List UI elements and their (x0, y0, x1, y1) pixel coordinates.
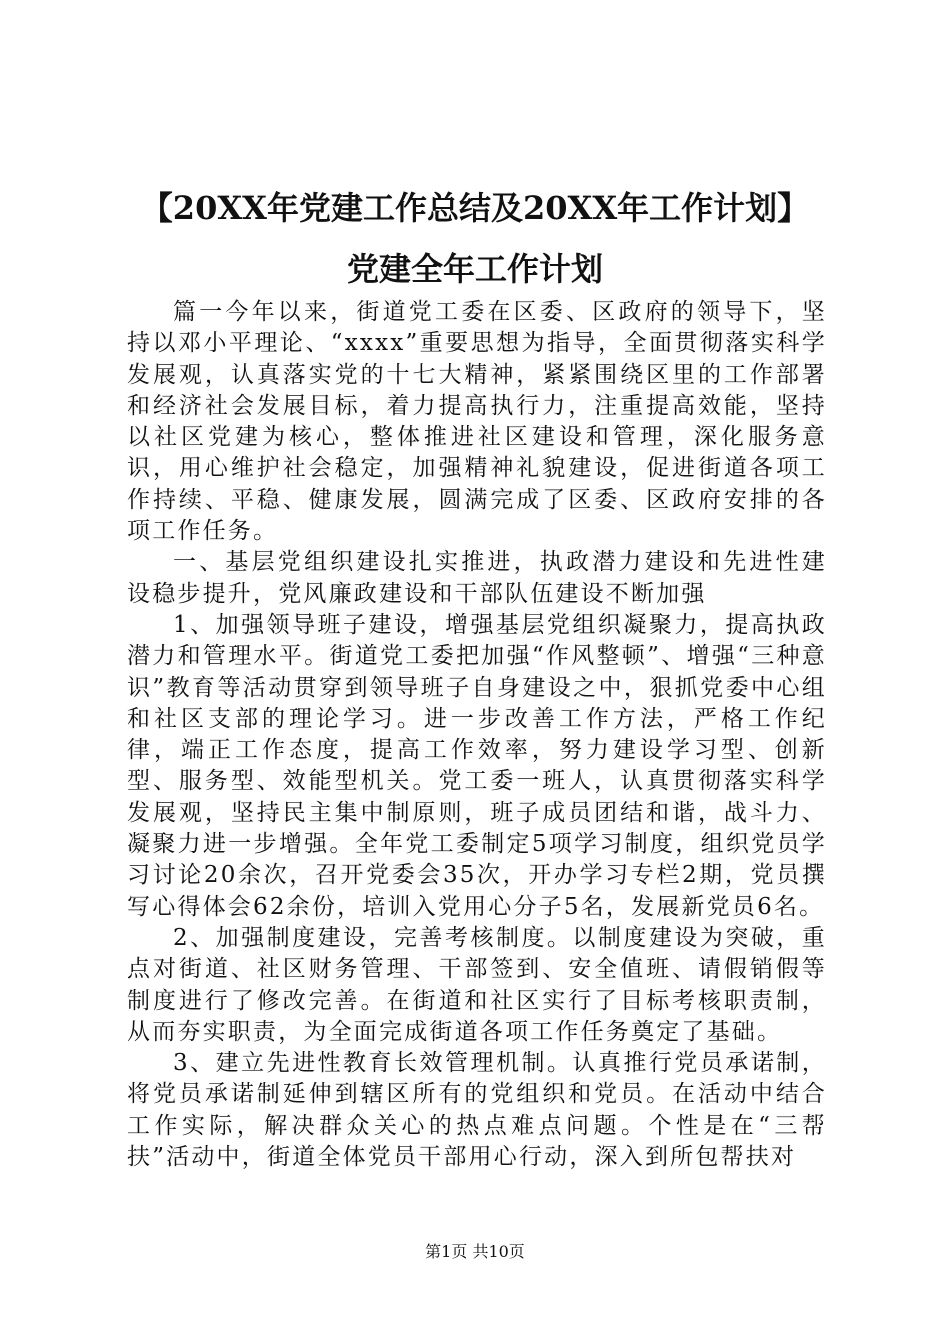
document-title-line-1: 【20XX年党建工作总结及20XX年工作计划】 (140, 189, 810, 227)
page-number-footer: 第1页 共10页 (425, 1242, 525, 1261)
paragraph-intro: 篇一今年以来，街道党工委在区委、区政府的领导下，坚持以邓小平理论、“xxxx”重要思想为指导，全面贯彻落实科学发展观，认真落实党的十七大精神，紧紧围绕区里的工作部署和经济社会发展目标，着力提高执行力，注重提高效能，坚持以社区党建为核心，整体推进社区建设和管理，深化服务意识，用心维护社会稳定，加强精神礼貌建设，促进街道各项工作持续、平稳、健康发展，圆满完成了区委、区政府安排的各项工作任务。 (127, 299, 827, 545)
paragraph-section-1-heading: 一、基层党组织建设扎实推进，执政潜力建设和先进性建设稳步提升，党风廉政建设和干部队伍建设不断加强 (127, 549, 827, 607)
paragraph-item-3: 3、建立先进性教育长效管理机制。认真推行党员承诺制，将党员承诺制延伸到辖区所有的党组织和党员。在活动中结合工作实际，解决群众关心的热点难点问题。个性是在“三帮扶”活动中，街道全体党员干部用心行动，深入到所包帮扶对 (127, 1050, 827, 1171)
document-body (127, 297, 827, 1173)
paragraph-item-1: 1、加强领导班子建设，增强基层党组织凝聚力，提高执政潜力和管理水平。街道党工委把加强“作风整顿”、增强“三种意识”教育等活动贯穿到领导班子自身建设之中，狠抓党委中心组和社区支部的理论学习。进一步改善工作方法，严格工作纪律，端正工作态度，提高工作效率，努力建设学习型、创新型、服务型、效能型机关。党工委一班人，认真贯彻落实科学发展观，坚持民主集中制原则，班子成员团结和谐，战斗力、凝聚力进一步增强。全年党工委制定5项学习制度，组织党员学习讨论20余次，召开党委会35次，开办学习专栏2期，党员撰写心得体会62余份，培训入党用心分子5名，发展新党员6名。 (127, 611, 827, 920)
paragraph-item-2: 2、加强制度建设，完善考核制度。以制度建设为突破，重点对街道、社区财务管理、干部签到、安全值班、请假销假等制度进行了修改完善。在街道和社区实行了目标考核职责制，从而夯实职责，为全面完成街道各项工作任务奠定了基础。 (127, 924, 827, 1045)
document-title-line-2: 党建全年工作计划 (346, 250, 603, 288)
